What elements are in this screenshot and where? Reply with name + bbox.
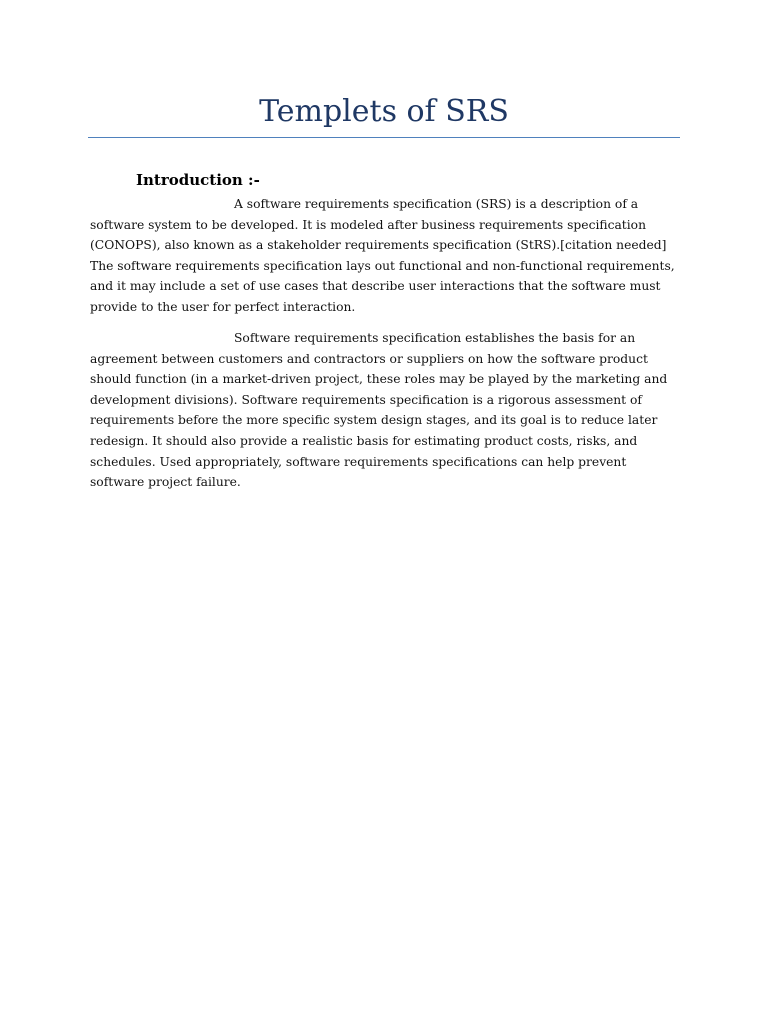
section-heading-introduction: Introduction :- (136, 171, 260, 189)
document-title: Templets of SRS (259, 94, 509, 129)
paragraph-1: A software requirements specification (SRS) is a description of a software system to be developed. It is modeled after business requirements specification (CONOPS), also known as a stakeholder requirements specification (StRS).[citation needed] The software requirements specification lays out functional and non-functional requirements, and it may include a set of use cases that describe user interactions that the software must provide to the user for perfect interaction. (90, 197, 675, 314)
title-underline (88, 137, 680, 138)
paragraph-2: Software requirements specification establishes the basis for an agreement between customers and contractors or suppliers on how the software product should function (in a market-driven project, these roles may be played by the marketing and development divisions). Software requirements specification is a rigorous assessment of requirements before the more specific system design stages, and its goal is to reduce later redesign. It should also provide a realistic basis for estimating product costs, risks, and schedules. Used appropriately, software requirements specifications can help prevent software project failure. (90, 331, 668, 490)
